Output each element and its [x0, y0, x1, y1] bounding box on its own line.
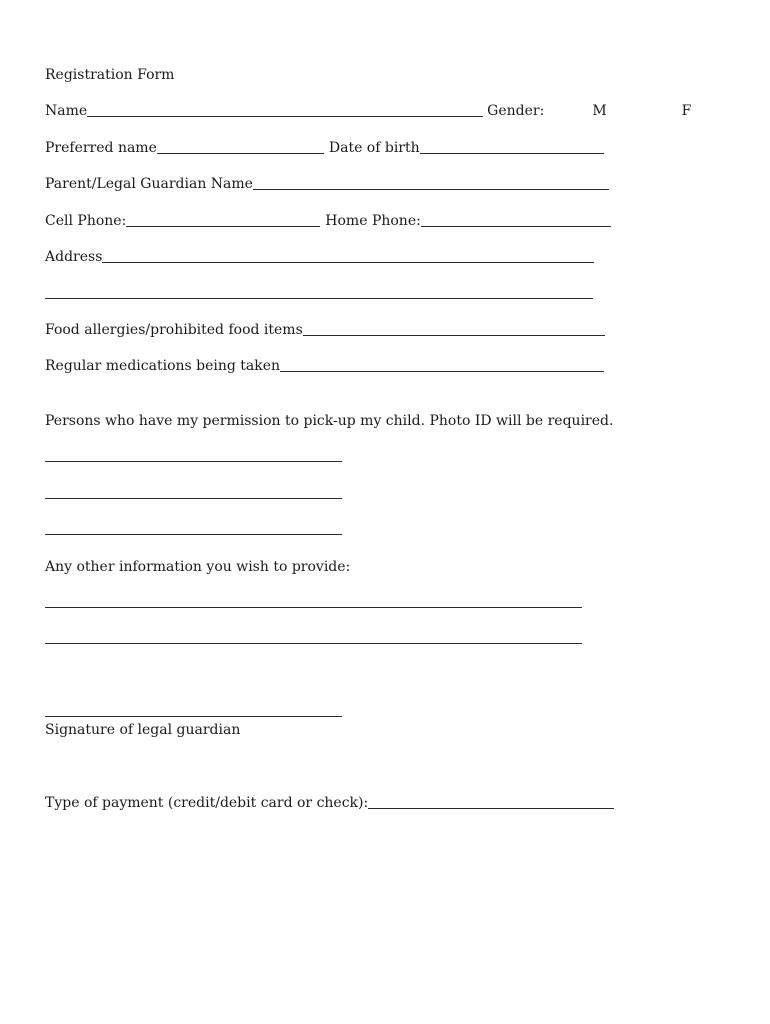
other-info-label: Any other information you wish to provide: [45, 559, 351, 575]
medications-row [45, 355, 604, 375]
home-phone-field[interactable] [421, 212, 611, 227]
guardian-label: Parent/Legal Guardian Name [45, 176, 253, 192]
guardian-row [45, 173, 609, 193]
food-allergies-field[interactable] [303, 321, 605, 336]
dob-label: Date of birth [328, 140, 420, 156]
cell-phone-label: Cell Phone: [45, 213, 127, 229]
dob-field[interactable] [420, 139, 604, 154]
medications-field[interactable] [280, 357, 604, 372]
cell-phone-field[interactable] [126, 212, 320, 227]
gender-option-m[interactable]: M [592, 103, 607, 119]
guardian-field[interactable] [253, 175, 609, 190]
preferred-name-row [45, 137, 604, 157]
medications-label: Regular medications being taken [45, 358, 281, 374]
pickup-person-field-2[interactable] [45, 498, 342, 499]
signature-field[interactable] [45, 716, 342, 717]
gender-option-f[interactable]: F [681, 103, 692, 119]
signature-row [45, 719, 240, 739]
other-info-row [45, 556, 350, 576]
name-row [45, 100, 691, 120]
name-field[interactable] [87, 102, 483, 117]
phone-row [45, 210, 611, 230]
home-phone-label: Home Phone: [325, 213, 421, 229]
payment-row [45, 792, 614, 812]
page-title: Registration Form [45, 67, 175, 83]
address-field-line-2[interactable] [45, 298, 593, 299]
pickup-person-field-1[interactable] [45, 461, 342, 462]
payment-label: Type of payment (credit/debit card or check): [45, 795, 369, 811]
gender-label: Gender: [487, 103, 545, 119]
address-row [45, 246, 594, 266]
food-allergies-row [45, 319, 605, 339]
form-title [45, 64, 174, 84]
other-info-field-1[interactable] [45, 607, 582, 608]
payment-field[interactable] [368, 794, 614, 809]
address-label: Address [45, 249, 103, 265]
preferred-name-label: Preferred name [45, 140, 157, 156]
food-allergies-label: Food allergies/prohibited food items [45, 322, 303, 338]
pickup-statement-row [45, 410, 613, 430]
pickup-person-field-3[interactable] [45, 534, 342, 535]
pickup-statement: Persons who have my permission to pick-up my child. Photo ID will be required. [45, 413, 614, 429]
preferred-name-field[interactable] [157, 139, 324, 154]
other-info-field-2[interactable] [45, 643, 582, 644]
signature-label: Signature of legal guardian [45, 722, 241, 738]
name-label: Name [45, 103, 88, 119]
address-field[interactable] [102, 248, 594, 263]
